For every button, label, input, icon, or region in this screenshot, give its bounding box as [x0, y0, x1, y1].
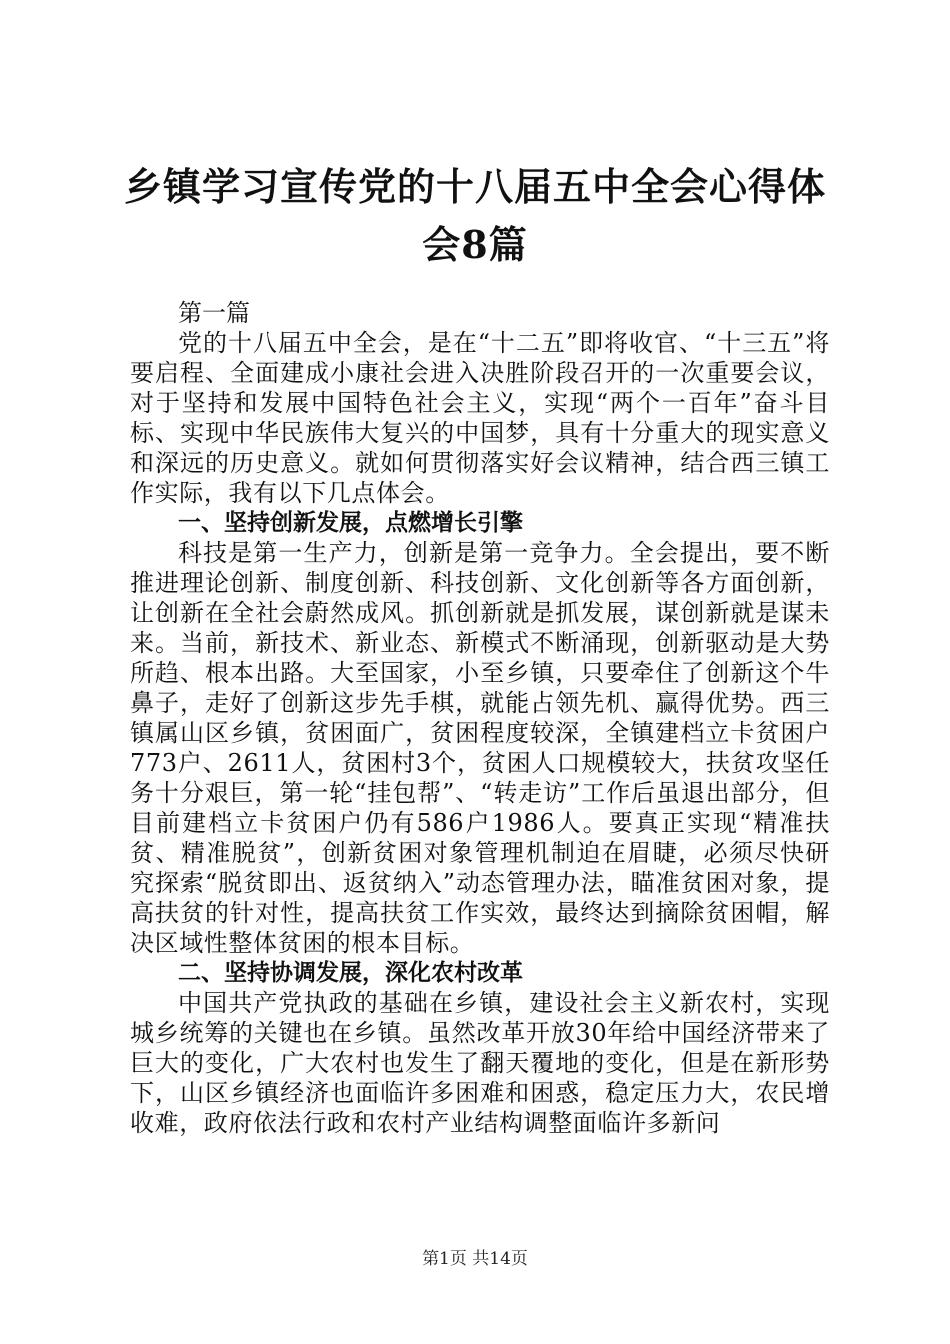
- document-title: 乡镇学习宣传党的十八届五中全会心得体会8篇: [123, 164, 826, 267]
- section-heading-1: 一、坚持创新发展，点燃增长引擎: [178, 510, 523, 536]
- intro-paragraph: 党的十八届五中全会，是在“十二五”即将收官、“十三五”将要启程、全面建成小康社会进入决胜阶段召开的一次重要会议，对于坚持和发展中国特色社会主义，实现“两个一百年”奋斗目标、实现中华民族伟大复兴的中国梦，具有十分重大的现实意义和深远的历史意义。就如何贯彻落实好会议精神，结合西三镇工作实际，我有以下几点体会。: [130, 329, 830, 507]
- document-body: [130, 298, 830, 1138]
- section-2-paragraph: 中国共产党执政的基础在乡镇，建设社会主义新农村，实现城乡统筹的关键也在乡镇。虽然改革开放30年给中国经济带来了巨大的变化，广大农村也发生了翻天覆地的变化，但是在新形势下，山区乡镇经济也面临许多困难和困惑，稳定压力大，农民增收难，政府依法行政和农村产业结构调整面临许多新问: [130, 989, 830, 1137]
- section-1-paragraph: 科技是第一生产力，创新是第一竞争力。全会提出，要不断推进理论创新、制度创新、科技创新、文化创新等各方面创新，让创新在全社会蔚然成风。抓创新就是抓发展，谋创新就是谋未来。当前，新技术、新业态、新模式不断涌现，创新驱动是大势所趋、根本出路。大至国家，小至乡镇，只要牵住了创新这个牛鼻子，走好了创新这步先手棋，就能占领先机、赢得优势。西三镇属山区乡镇，贫困面广，贫困程度较深，全镇建档立卡贫困户773户、2611人，贫困村3个，贫困人口规模较大，扶贫攻坚任务十分艰巨，第一轮“挂包帮”、“转走访”工作后虽退出部分，但目前建档立卡贫困户仍有586户1986人。要真正实现“精准扶贫、精准脱贫”，创新贫困对象管理机制迫在眉睫，必须尽快研究探索“脱贫即出、返贫纳入”动态管理办法，瞄准贫困对象，提高扶贫的针对性，提高扶贫工作实效，最终达到摘除贫困帽，解决区域性整体贫困的根本目标。: [130, 539, 830, 957]
- page-footer: 第1页 共14页: [422, 1249, 528, 1269]
- section-heading-2: 二、坚持协调发展，深化农村改革: [178, 960, 523, 986]
- section-label: 第一篇: [178, 299, 250, 327]
